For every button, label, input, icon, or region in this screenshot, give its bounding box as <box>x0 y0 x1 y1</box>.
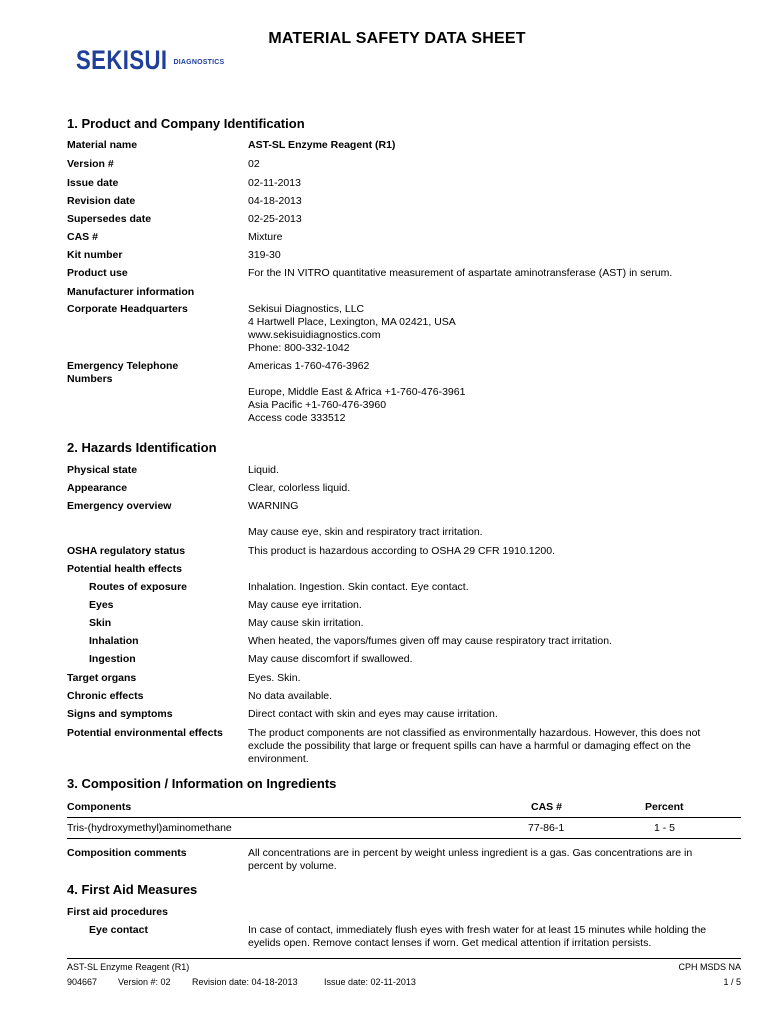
version-value: 02 <box>248 158 260 170</box>
section-1-heading: 1. Product and Company Identification <box>67 116 305 131</box>
eye-contact-label: Eye contact <box>89 924 148 936</box>
hazard-statement: May cause eye, skin and respiratory tract irritation. <box>248 526 483 538</box>
material-name-value: AST-SL Enzyme Reagent (R1) <box>248 139 396 151</box>
ingestion-label: Ingestion <box>89 653 136 665</box>
first-aid-procedures-label: First aid procedures <box>67 906 168 918</box>
eyes-label: Eyes <box>89 599 114 611</box>
composition-comments-label: Composition comments <box>67 847 187 859</box>
signs-label: Signs and symptoms <box>67 708 173 720</box>
cas-label: CAS # <box>67 231 98 243</box>
footer-issue-date: Issue date: 02-11-2013 <box>324 977 416 987</box>
section-2-heading: 2. Hazards Identification <box>67 440 217 455</box>
hq-line: Sekisui Diagnostics, LLC <box>248 303 365 315</box>
table-header-divider <box>67 817 741 818</box>
osha-status-label: OSHA regulatory status <box>67 545 186 557</box>
headquarters-value <box>248 303 742 355</box>
issue-date-value: 02-11-2013 <box>248 177 301 189</box>
eye-contact-line: In case of contact, immediately flush eyes with fresh water for at least 15 minutes while holding the <box>248 924 707 936</box>
version-label: Version # <box>67 158 114 170</box>
eyes-value: May cause eye irritation. <box>248 599 362 611</box>
table-row-divider <box>67 838 741 839</box>
spacer <box>248 513 742 526</box>
emergency-overview-value <box>248 500 742 539</box>
manufacturer-label: Manufacturer information <box>67 286 195 298</box>
routes-value: Inhalation. Ingestion. Skin contact. Eye contact. <box>248 581 469 593</box>
environmental-value <box>248 727 742 766</box>
chronic-effects-label: Chronic effects <box>67 690 144 702</box>
target-organs-value: Eyes. Skin. <box>248 672 301 684</box>
revision-date-label: Revision date <box>67 195 136 207</box>
revision-date-value: 04-18-2013 <box>248 195 302 207</box>
hq-line: 4 Hartwell Place, Lexington, MA 02421, USA <box>248 316 456 328</box>
kit-number-label: Kit number <box>67 249 123 261</box>
emergency-overview-label: Emergency overview <box>67 500 172 512</box>
material-name-label: Material name <box>67 139 138 151</box>
section-3-heading: 3. Composition / Information on Ingredients <box>67 776 337 791</box>
hq-line: Phone: 800-332-1042 <box>248 342 350 354</box>
env-line: environment. <box>248 753 309 765</box>
env-line: The product components are not classified as environmentally hazardous. However, this does not <box>248 727 701 739</box>
phone-line: Asia Pacific +1-760-476-3960 <box>248 399 387 411</box>
physical-state-value: Liquid. <box>248 464 279 476</box>
supersedes-date-value: 02-25-2013 <box>248 213 302 225</box>
footer-revision-date: Revision date: 04-18-2013 <box>192 977 298 987</box>
comments-line: All concentrations are in percent by weight unless ingredient is a gas. Gas concentrations are in <box>248 847 693 859</box>
eye-contact-line: eyelids open. Remove contact lenses if worn. Get medical attention if irritation persists. <box>248 937 652 949</box>
components-column-header: Components <box>67 801 132 813</box>
hq-link[interactable]: www.sekisuidiagnostics.com <box>248 329 381 341</box>
footer-msds-code: CPH MSDS NA <box>678 962 741 972</box>
component-cas-cell: 77-86-1 <box>528 822 565 834</box>
composition-comments-value <box>248 847 742 873</box>
product-use-value: For the IN VITRO quantitative measurement of aspartate aminotransferase (AST) in serum. <box>248 267 673 279</box>
percent-column-header: Percent <box>645 801 684 813</box>
supersedes-date-label: Supersedes date <box>67 213 152 225</box>
target-organs-label: Target organs <box>67 672 137 684</box>
footer-version: Version #: 02 <box>118 977 171 987</box>
skin-label: Skin <box>89 617 112 629</box>
skin-value: May cause skin irritation. <box>248 617 364 629</box>
document-title: MATERIAL SAFETY DATA SHEET <box>268 30 526 47</box>
env-line: exclude the possibility that large or frequent spills can have a harmful or damaging effect on the <box>248 740 691 752</box>
health-effects-label: Potential health effects <box>67 563 182 575</box>
kit-number-value: 319-30 <box>248 249 281 261</box>
cas-value: Mixture <box>248 231 283 243</box>
appearance-label: Appearance <box>67 482 128 494</box>
footer-divider <box>67 958 741 959</box>
emergency-phone-label-line: Numbers <box>67 373 113 385</box>
phone-line: Access code 333512 <box>248 412 346 424</box>
emergency-phone-value <box>248 360 742 425</box>
logo-subtext: DIAGNOSTICS <box>173 58 225 66</box>
osha-status-value: This product is hazardous according to OSHA 29 CFR 1910.1200. <box>248 545 556 557</box>
inhalation-label: Inhalation <box>89 635 139 647</box>
product-use-label: Product use <box>67 267 128 279</box>
footer-document-number: 904667 <box>67 977 98 987</box>
signal-word: WARNING <box>248 500 299 512</box>
chronic-effects-value: No data available. <box>248 690 333 702</box>
component-name-cell: Tris-(hydroxymethyl)aminomethane <box>67 822 232 834</box>
headquarters-label: Corporate Headquarters <box>67 303 188 315</box>
cas-column-header: CAS # <box>531 801 562 813</box>
signs-value: Direct contact with skin and eyes may cause irritation. <box>248 708 498 720</box>
section-4-heading: 4. First Aid Measures <box>67 882 198 897</box>
physical-state-label: Physical state <box>67 464 138 476</box>
routes-label: Routes of exposure <box>89 581 188 593</box>
appearance-value: Clear, colorless liquid. <box>248 482 351 494</box>
component-percent-cell: 1 - 5 <box>654 822 676 834</box>
phone-line: Europe, Middle East & Africa +1-760-476-3961 <box>248 386 466 398</box>
ingestion-value: May cause discomfort if swallowed. <box>248 653 413 665</box>
environmental-label: Potential environmental effects <box>67 727 223 739</box>
logo-wordmark: SEKISUI <box>76 44 168 75</box>
emergency-phone-label <box>67 360 242 386</box>
emergency-phone-label-line: Emergency Telephone <box>67 360 179 372</box>
issue-date-label: Issue date <box>67 177 119 189</box>
phone-line: Americas 1-760-476-3962 <box>248 360 370 372</box>
footer-page-number: 1 / 5 <box>723 977 741 987</box>
eye-contact-value <box>248 924 742 950</box>
comments-line: percent by volume. <box>248 860 337 872</box>
inhalation-value: When heated, the vapors/fumes given off may cause respiratory tract irritation. <box>248 635 612 647</box>
phone-line-spacer <box>248 373 742 386</box>
footer-product-name: AST-SL Enzyme Reagent (R1) <box>67 962 190 972</box>
